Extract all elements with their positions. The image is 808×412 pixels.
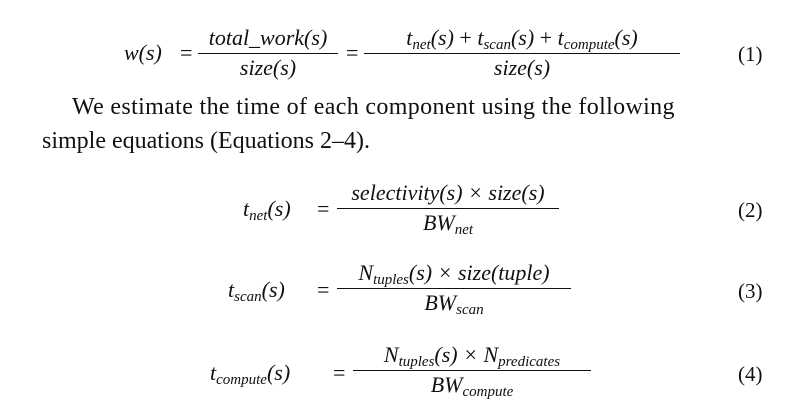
eq4-fraction xyxy=(353,342,591,401)
equation-number-2: (2) xyxy=(738,198,763,222)
equation-number-3: (3) xyxy=(738,279,763,303)
eq3-equals: = xyxy=(317,277,330,302)
equation-number-4: (4) xyxy=(738,362,763,386)
eq1-fraction-1-numerator: total_work(s) xyxy=(208,25,328,50)
eq4-denominator: $BW_{compute}$ xyxy=(430,372,514,401)
eq2-numerator: selectivity(s) × size(s) xyxy=(351,180,545,205)
eq4-equals: = xyxy=(333,360,346,385)
eq4-lhs: $t_{compute}(s)$ xyxy=(210,360,291,389)
eq2-lhs: $t_{net}(s)$ xyxy=(243,196,291,225)
eq2-equals: = xyxy=(317,196,330,221)
eq1-fraction-2-denominator: size(s) xyxy=(493,55,551,80)
eq3-lhs: $t_{scan}(s)$ xyxy=(228,277,285,306)
eq3-numerator: $N_{tuples}(s)$ × size(tuple) xyxy=(358,260,550,289)
eq3-denominator: $BW_{scan}$ xyxy=(424,290,484,319)
eq1-fraction-2-numerator: $t_{net}(s) + t_{scan}(s) + t_{compute}(s)$ xyxy=(406,25,638,54)
paragraph-line-2: simple equations (Equations 2–4). xyxy=(42,128,370,154)
eq2-denominator: $BW_{net}$ xyxy=(422,210,474,239)
equation-number-1: (1) xyxy=(738,42,763,66)
eq4-numerator: $N_{tuples}(s) \times N_{predicates}$ xyxy=(383,342,561,371)
eq1-fraction-1-denominator: size(s) xyxy=(239,55,297,80)
paragraph-line-1: We estimate the time of each component using the following xyxy=(72,94,675,120)
eq1-equals-2: = xyxy=(346,40,359,65)
eq1-lhs: w(s) xyxy=(124,40,162,65)
eq1-equals-1: = xyxy=(180,40,193,65)
